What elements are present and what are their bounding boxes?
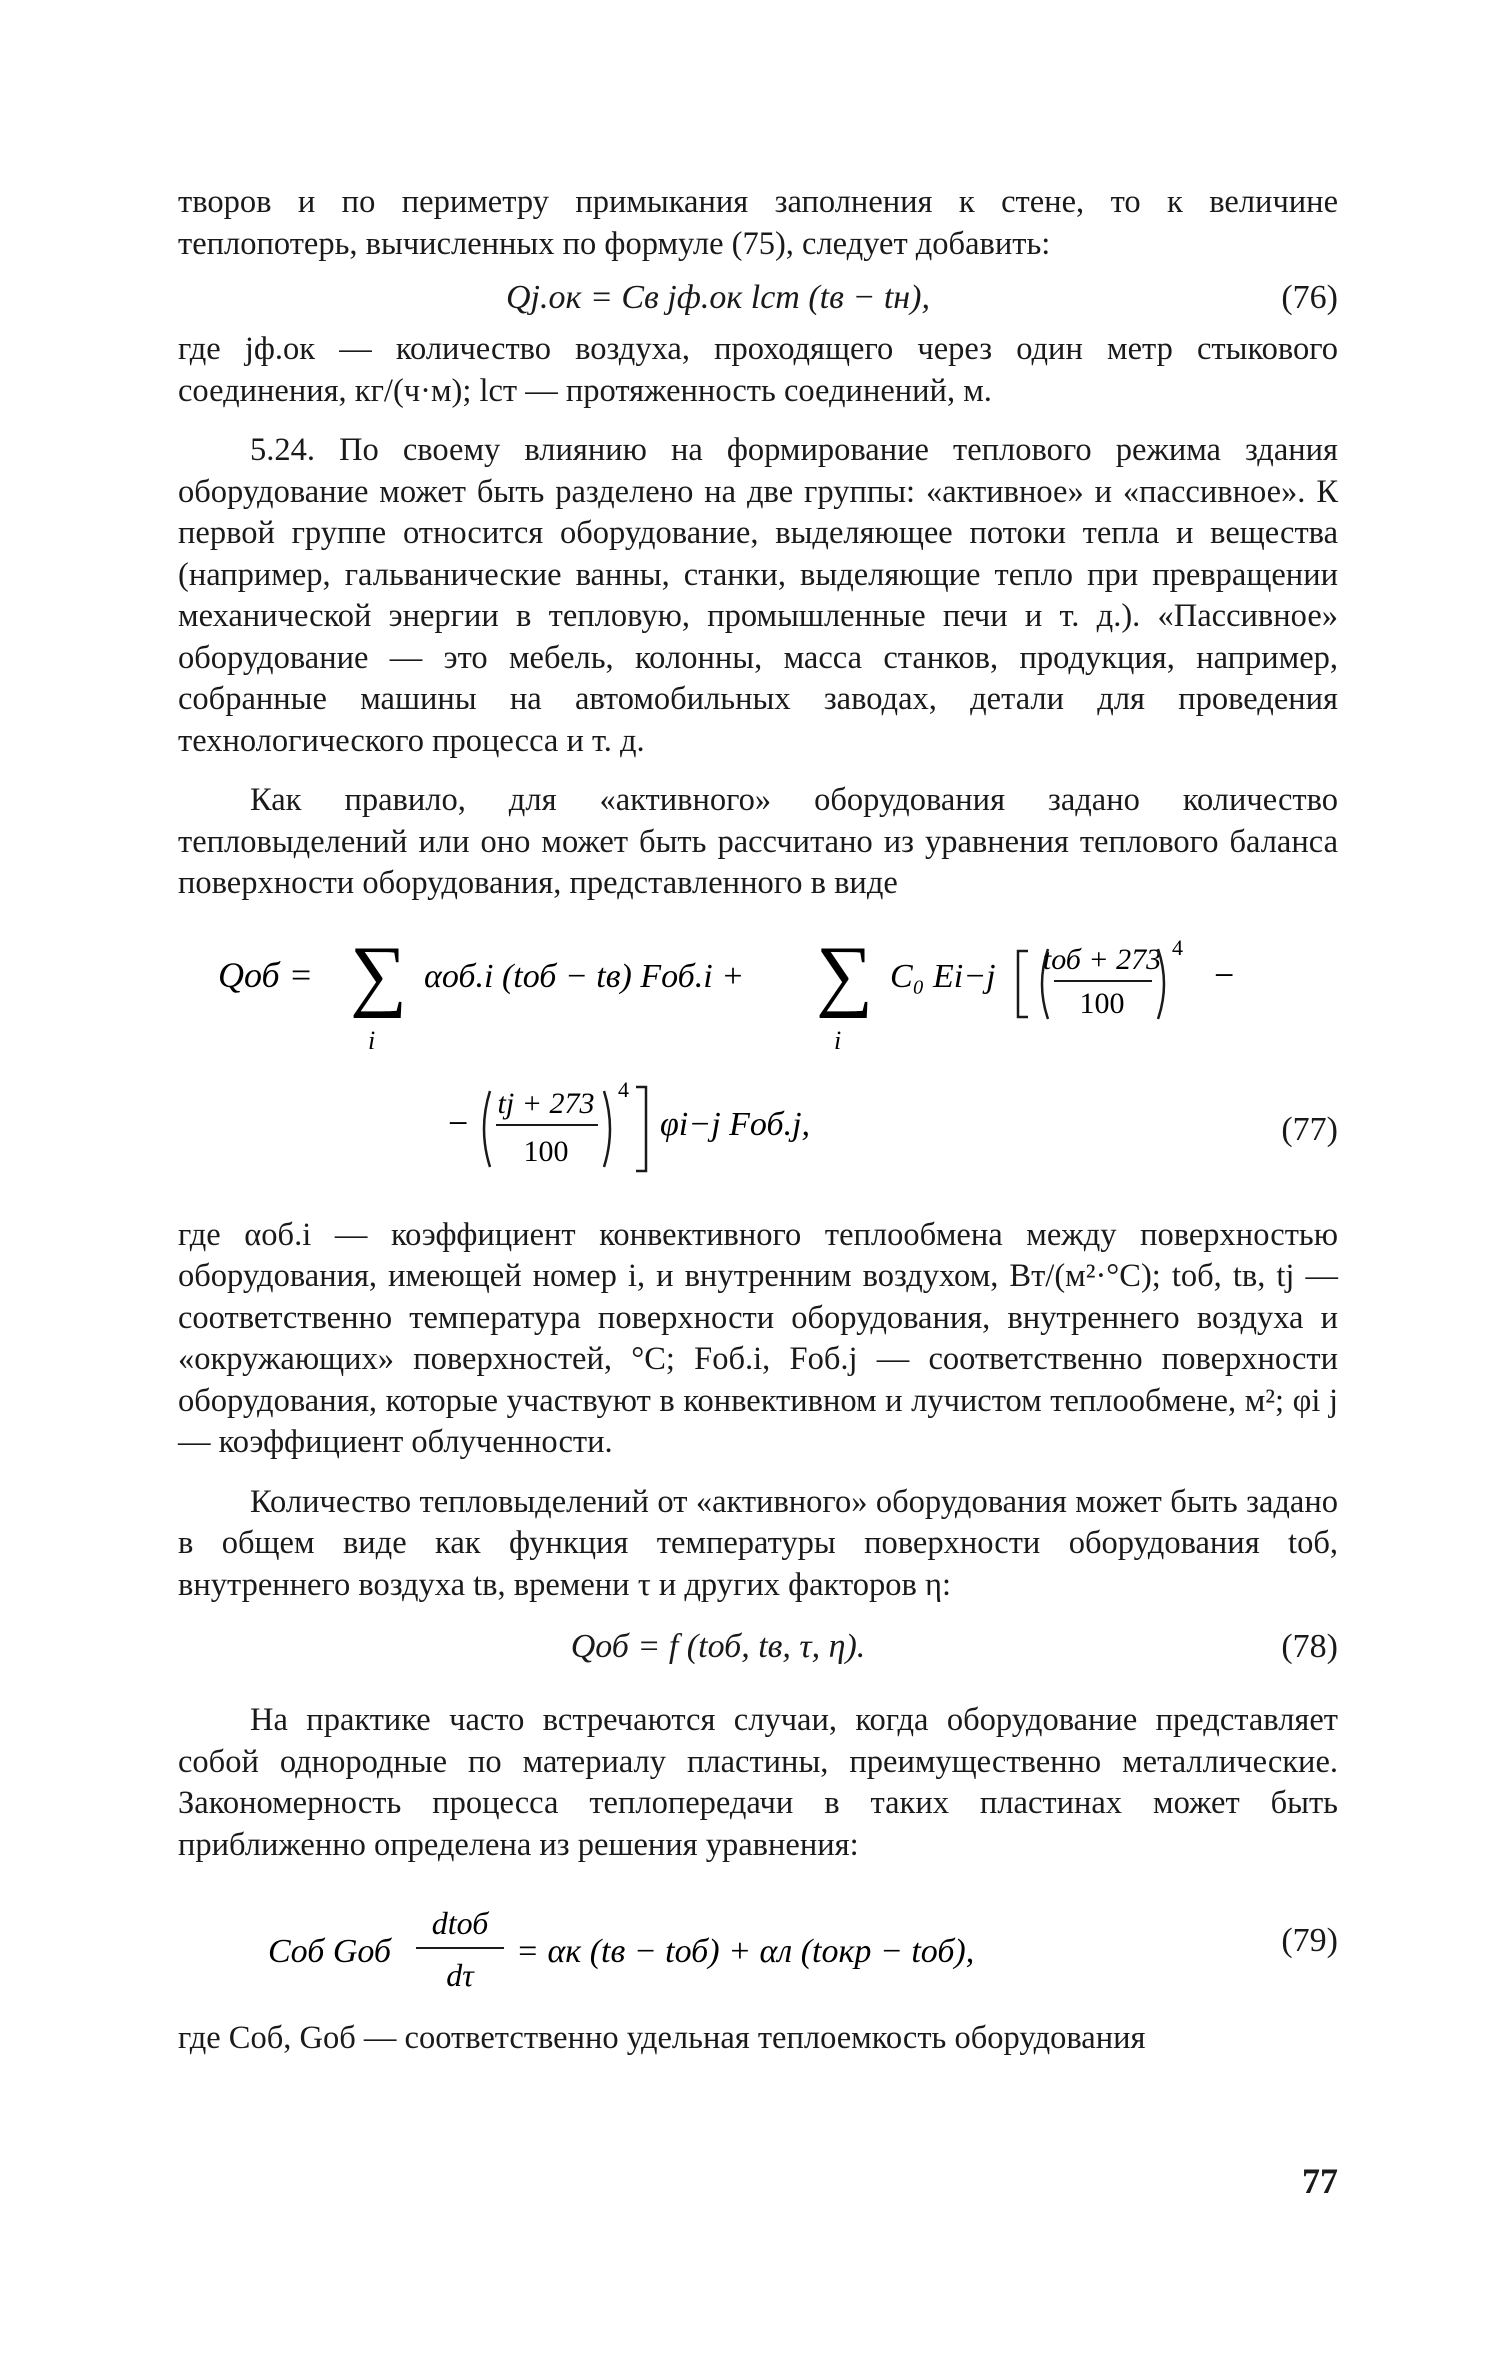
fraction-1-denominator: 100 — [1079, 986, 1125, 1020]
fraction-2-denominator: 100 — [523, 1134, 569, 1168]
formula-79 — [178, 1882, 1338, 2012]
formula-77 — [178, 911, 1338, 1211]
right-bracket — [636, 1087, 646, 1171]
right-paren-2 — [604, 1091, 610, 1167]
text-column — [178, 182, 1338, 2060]
formula-77-term-2: C₀ Ei−j — [890, 957, 996, 995]
sum-symbol-1: ∑ — [350, 930, 408, 1019]
formula-79-rhs: = αк (tв − tоб) + αл (tокр − tоб), — [516, 1933, 975, 1970]
paragraph-heat-release: Количество тепловыделений от «активного» оборудования может быть задано в общем виде как функция температуры поверхности оборудования tоб, внутреннего воздуха tв, времени τ и других факторов η: — [178, 1483, 1338, 1603]
sum-subscript-2: i — [834, 1025, 842, 1055]
sum-symbol-2: ∑ — [816, 930, 874, 1019]
paragraph-continuation: творов и по периметру примыкания заполнения к стене, то к величине теплопотерь, вычисленных по формуле (75), следует добавить: — [178, 184, 1338, 262]
formula-77-number: (77) — [1281, 1110, 1338, 1148]
formula-77-term-1: αоб.i (tоб − tв) Fоб.i + — [424, 957, 745, 995]
left-bracket — [1018, 951, 1028, 1017]
formula-77-minus-2: − — [448, 1102, 469, 1143]
paragraph-definitions-79: где Cоб, Gоб — соответственно удельная теплоемкость оборудования — [178, 2020, 1146, 2056]
formula-79-number: (79) — [1281, 1922, 1338, 1959]
fraction-1-numerator: tоб + 273 — [1042, 942, 1162, 976]
formula-77-line-1 — [218, 921, 1278, 1061]
formula-77-line-2 — [438, 1061, 1278, 1201]
formula-77-lhs: Qоб = — [218, 954, 313, 995]
formula-79-fraction-numerator: dtоб — [431, 1905, 489, 1941]
formula-76-expression: Qj.ок = Cв jф.ок lст (tв − tн), — [506, 279, 930, 316]
paragraph-practice: На практике часто встречаются случаи, когда оборудование представляет собой однородные по материалу пластины, преимущественно металлические. Закономерность процесса теплопередачи в таких пластинах может быть приближенно определена из решения уравнения: — [178, 1702, 1338, 1863]
formula-77-tail: φi−j Fоб.j, — [660, 1105, 811, 1143]
formula-78-number: (78) — [1281, 1628, 1338, 1665]
paragraph-definitions-76: где jф.ок — количество воздуха, проходящего через один метр стыкового соединения, кг/(ч·м); lст — протяженность соединений, м. — [178, 331, 1338, 409]
formula-78-expression: Qоб = f (tоб, tв, τ, η). — [570, 1628, 866, 1665]
power-2: 4 — [618, 1076, 629, 1102]
fraction-2-numerator: tj + 273 — [497, 1086, 595, 1120]
formula-79-fraction-denominator: dτ — [446, 1957, 474, 1993]
paragraph-section-5-24: 5.24. По своему влиянию на формирование теплового режима здания оборудование может быть разделено на две группы: «активное» и «пассивное». К первой группе относится оборудование, выделяющее потоки тепла и вещества (например, гальванические ванны, станки, выделяющие тепло при превращении механической энергии в тепловую, промышленные печи и т. д.). «Пассивное» оборудование — это мебель, колонны, масса станков, продукция, например, собранные машины на автомобильных заводах, детали для проведения технологического процесса и т. д. — [178, 432, 1338, 759]
left-paren-2 — [484, 1091, 490, 1167]
formula-77-minus-1: − — [1214, 954, 1235, 995]
paragraph-definitions-77: где αоб.i — коэффициент конвективного теплообмена между поверхностью оборудования, имеющей номер i, и внутренним воздухом, Вт/(м²·°С); tоб, tв, tj — соответственно температура поверхности оборудования, внутреннего воздуха и «окружающих» поверхностей, °С; Fоб.i, Fоб.j — соответственно поверхности оборудования, которые участвуют в конвективном и лучистом теплообмене, м²; φi j — коэффициент облученности. — [178, 1216, 1338, 1460]
formula-79-lhs: Cоб Gоб — [268, 1933, 392, 1970]
formula-78 — [178, 1624, 1338, 1670]
formula-79-body — [178, 1882, 1258, 2012]
page-number: 77 — [1302, 2161, 1338, 2201]
formula-76-number: (76) — [1281, 279, 1338, 316]
power-1: 4 — [1172, 934, 1183, 960]
paragraph-active-equipment: Как правило, для «активного» оборудования задано количество тепловыделений или оно может быть рассчитано из уравнения теплового баланса поверхности оборудования, представленного в виде — [178, 782, 1338, 901]
sum-subscript-1: i — [368, 1025, 376, 1055]
formula-76 — [178, 275, 1338, 321]
